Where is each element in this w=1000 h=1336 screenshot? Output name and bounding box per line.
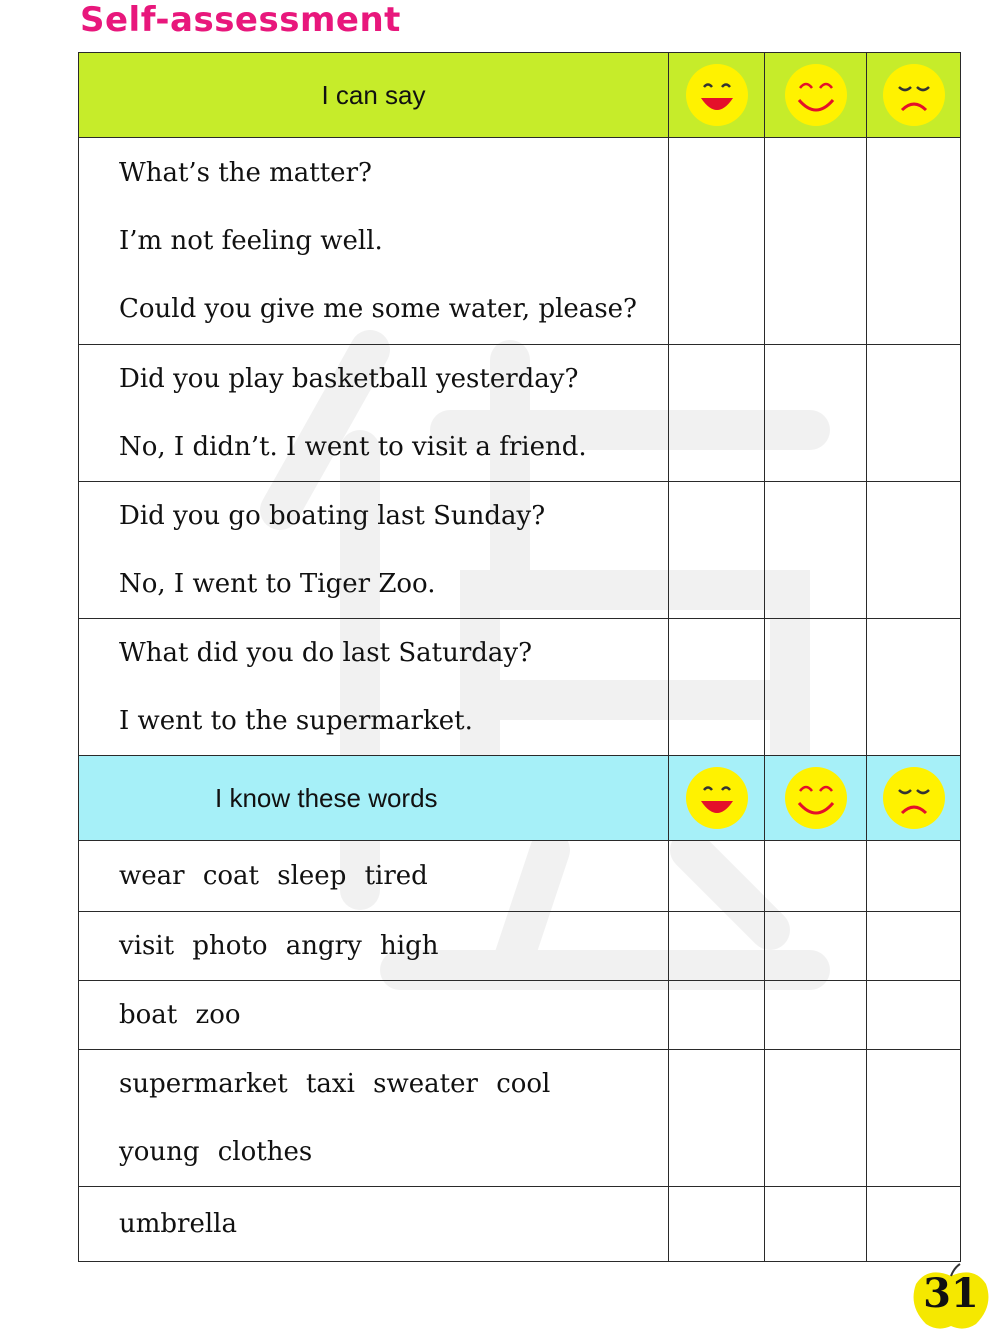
rating-box[interactable] xyxy=(765,1187,867,1262)
rating-box[interactable] xyxy=(669,138,765,345)
phrase-line: I went to the supermarket. xyxy=(119,706,473,736)
rating-box[interactable] xyxy=(867,482,961,619)
table-row xyxy=(79,482,961,619)
section-header-label: I know these words xyxy=(79,756,669,841)
rating-box[interactable] xyxy=(765,482,867,619)
rating-box[interactable] xyxy=(867,138,961,345)
phrase-line: What’s the matter? xyxy=(119,158,372,188)
table-row xyxy=(79,1187,961,1262)
rating-box[interactable] xyxy=(867,345,961,482)
phrase-line: Did you play basketball yesterday? xyxy=(119,364,579,394)
page-number: 31 xyxy=(923,1270,979,1317)
word-cell xyxy=(79,912,669,981)
word-cell xyxy=(79,1050,669,1187)
rating-box[interactable] xyxy=(669,345,765,482)
laughing-face-icon xyxy=(669,53,765,138)
table-row xyxy=(79,981,961,1050)
phrase-line: Did you go boating last Sunday? xyxy=(119,501,546,531)
phrase-line: No, I didn’t. I went to visit a friend. xyxy=(119,432,587,462)
rating-box[interactable] xyxy=(669,912,765,981)
rating-box[interactable] xyxy=(867,1050,961,1187)
rating-box[interactable] xyxy=(669,1187,765,1262)
phrase-cell xyxy=(79,138,669,345)
table-row xyxy=(79,345,961,482)
page-title: Self-assessment xyxy=(80,0,401,40)
phrase-line: No, I went to Tiger Zoo. xyxy=(119,569,436,599)
rating-box[interactable] xyxy=(669,841,765,912)
phrase-cell xyxy=(79,482,669,619)
section-header-label: I can say xyxy=(79,53,669,138)
word-line: boat zoo xyxy=(119,1000,241,1030)
rating-box[interactable] xyxy=(867,841,961,912)
word-cell xyxy=(79,981,669,1050)
rating-box[interactable] xyxy=(669,981,765,1050)
rating-box[interactable] xyxy=(765,912,867,981)
rating-box[interactable] xyxy=(669,1050,765,1187)
section-header-i-can-say xyxy=(79,53,961,138)
section-header-i-know-these-words xyxy=(79,756,961,841)
phrase-cell xyxy=(79,619,669,756)
table-row xyxy=(79,619,961,756)
rating-box[interactable] xyxy=(765,981,867,1050)
word-cell xyxy=(79,841,669,912)
sad-face-icon xyxy=(867,53,961,138)
word-line: young clothes xyxy=(119,1137,313,1167)
phrase-line: What did you do last Saturday? xyxy=(119,638,533,668)
table-row xyxy=(79,912,961,981)
table-row xyxy=(79,841,961,912)
sad-face-icon xyxy=(867,756,961,841)
rating-box[interactable] xyxy=(669,619,765,756)
rating-box[interactable] xyxy=(765,841,867,912)
rating-box[interactable] xyxy=(765,1050,867,1187)
rating-box[interactable] xyxy=(765,619,867,756)
self-assessment-table xyxy=(78,52,961,1262)
rating-box[interactable] xyxy=(669,482,765,619)
word-line: umbrella xyxy=(119,1209,237,1239)
word-cell xyxy=(79,1187,669,1262)
smiling-face-icon xyxy=(765,756,867,841)
rating-box[interactable] xyxy=(765,345,867,482)
laughing-face-icon xyxy=(669,756,765,841)
phrase-cell xyxy=(79,345,669,482)
smiling-face-icon xyxy=(765,53,867,138)
table-row xyxy=(79,1050,961,1187)
word-line: supermarket taxi sweater cool xyxy=(119,1069,551,1099)
phrase-line: I’m not feeling well. xyxy=(119,226,383,256)
rating-box[interactable] xyxy=(867,619,961,756)
rating-box[interactable] xyxy=(867,912,961,981)
word-line: visit photo angry high xyxy=(119,931,439,961)
rating-box[interactable] xyxy=(867,1187,961,1262)
rating-box[interactable] xyxy=(765,138,867,345)
rating-box[interactable] xyxy=(867,981,961,1050)
phrase-line: Could you give me some water, please? xyxy=(119,294,637,324)
page-number-badge xyxy=(908,1262,994,1332)
word-line: wear coat sleep tired xyxy=(119,861,428,891)
table-row xyxy=(79,138,961,345)
